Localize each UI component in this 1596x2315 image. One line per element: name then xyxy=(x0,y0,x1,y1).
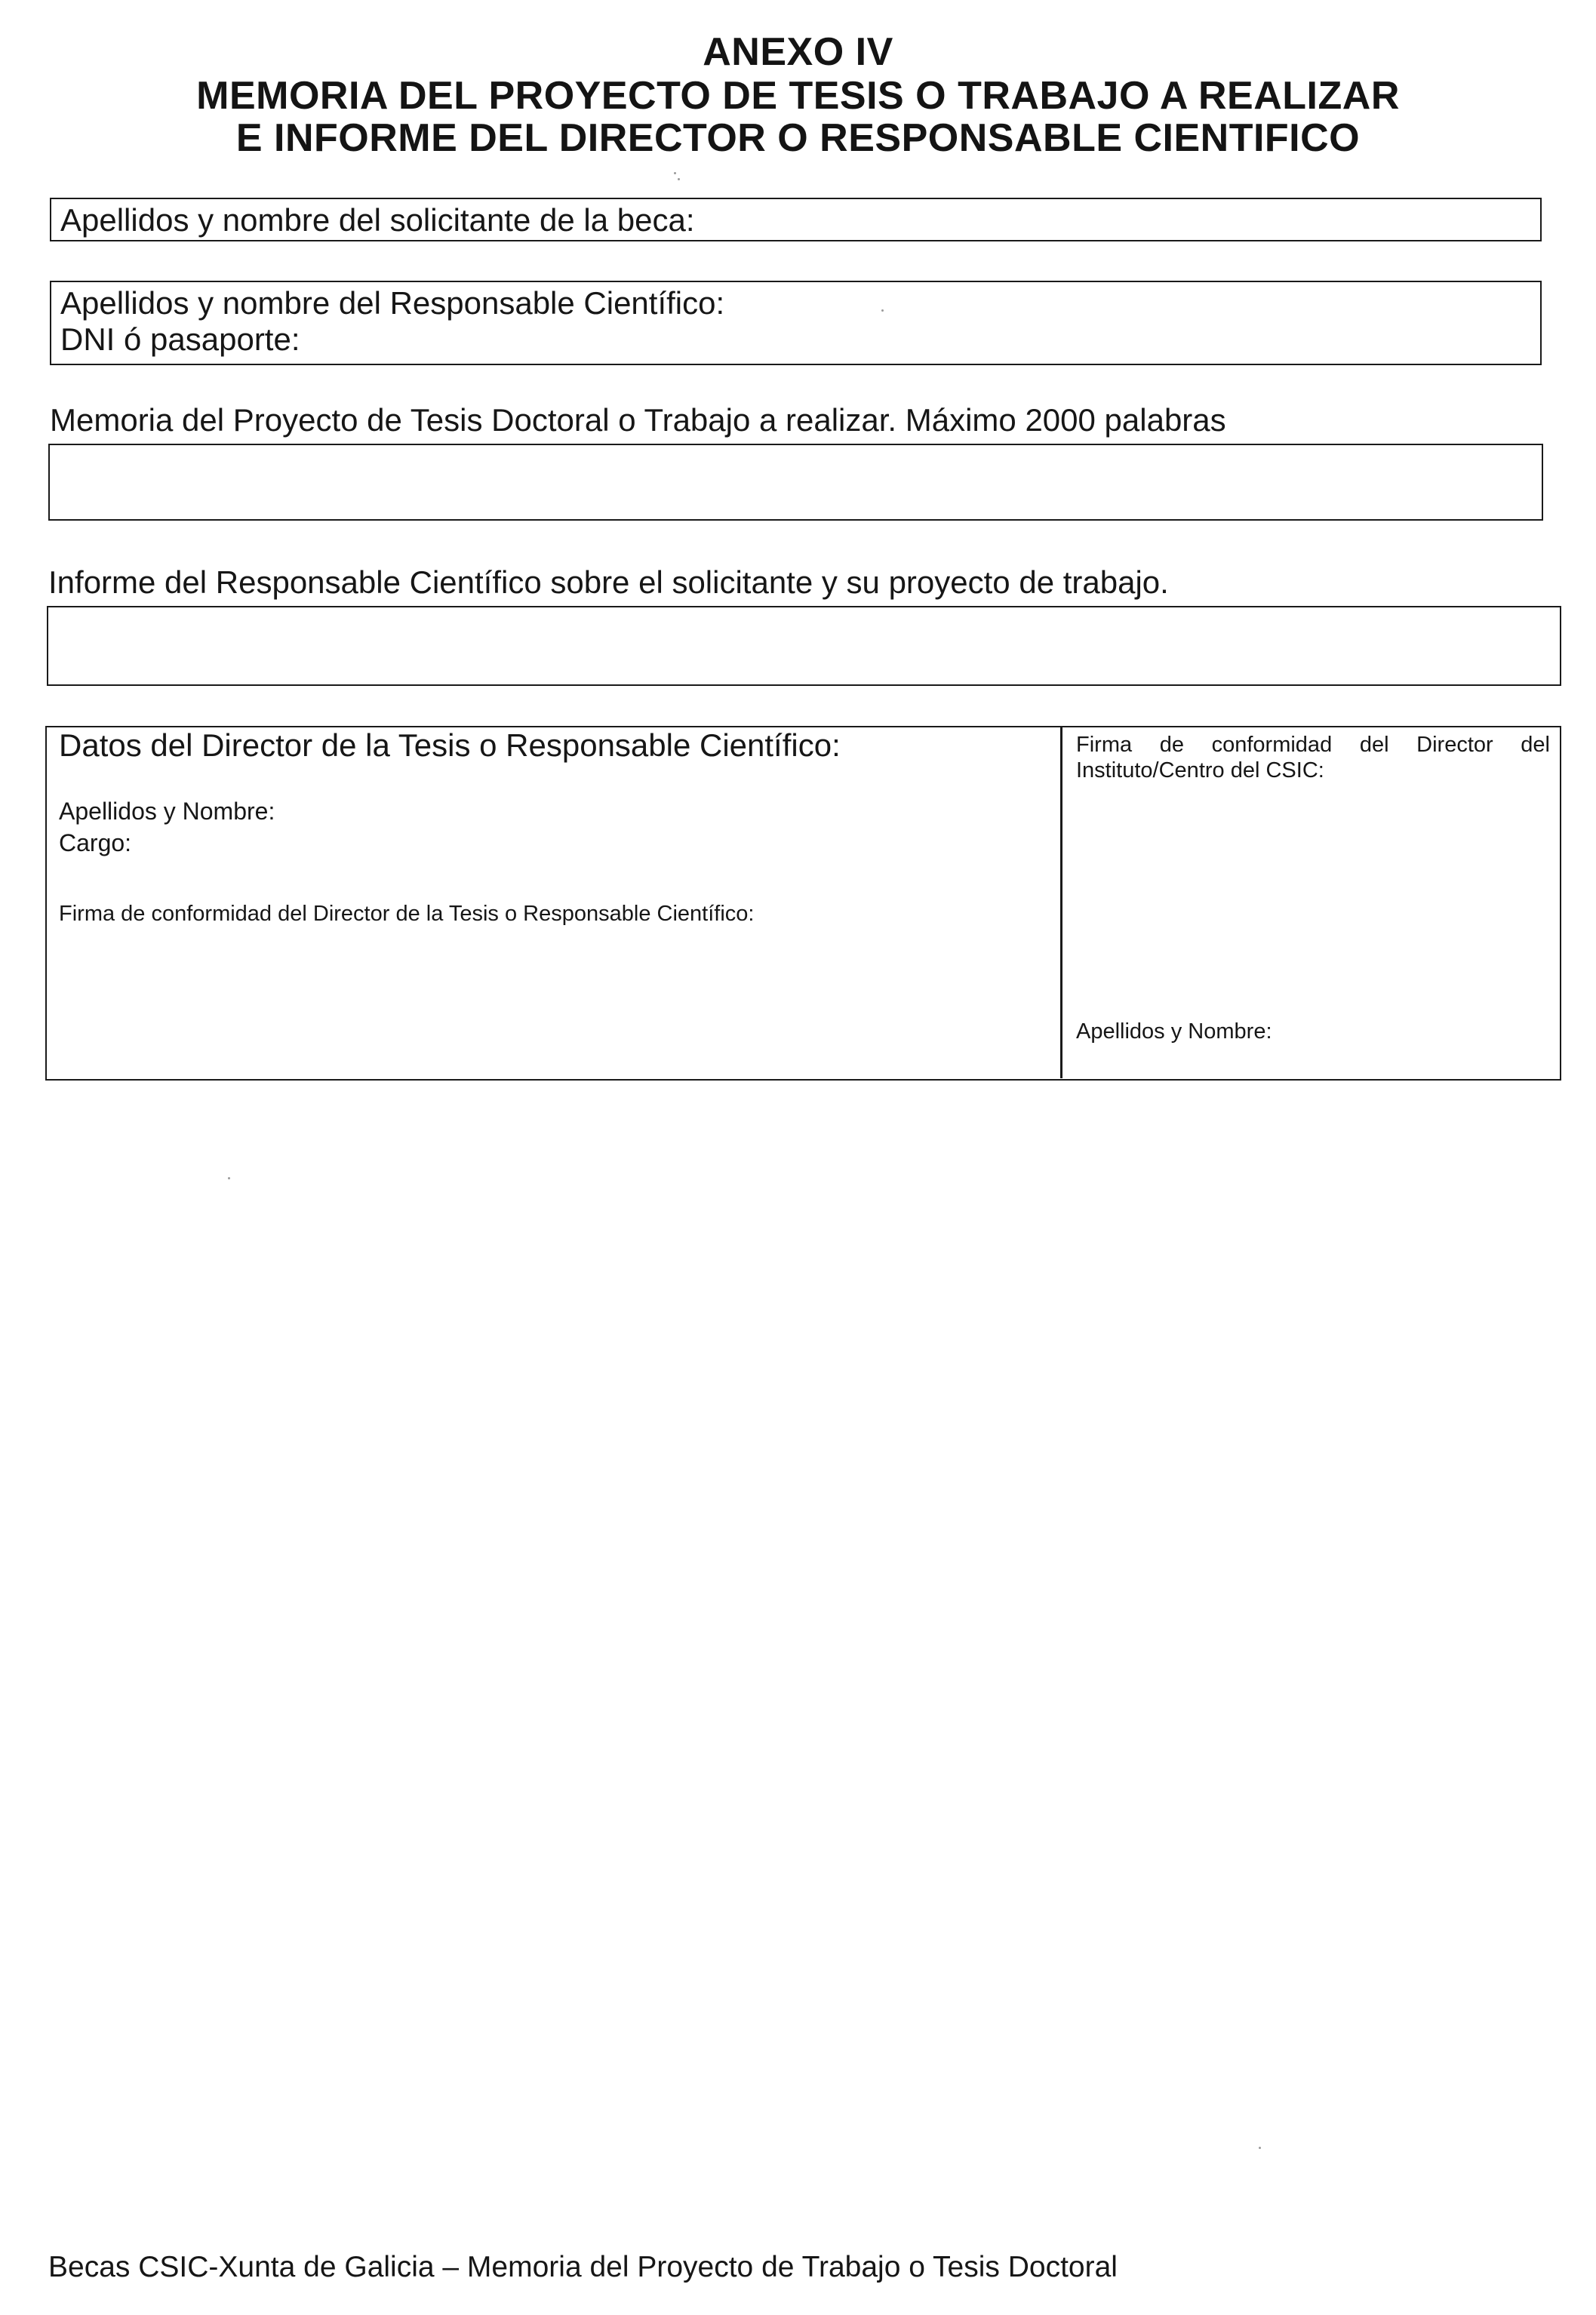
document-title-line1: MEMORIA DEL PROYECTO DE TESIS O TRABAJO A REALIZAR xyxy=(196,74,1400,118)
scan-speck xyxy=(228,1177,230,1179)
scientific-responsible-name-label: Apellidos y nombre del Responsable Científico: xyxy=(60,285,725,321)
scientific-responsible-id-label: DNI ó pasaporte: xyxy=(60,321,300,357)
director-data-heading: Datos del Director de la Tesis o Responsable Científico: xyxy=(59,727,841,763)
director-signature-label[interactable]: Firma de conformidad del Director de la Tesis o Responsable Científico: xyxy=(59,902,755,926)
institute-director-signature-label-line2[interactable]: Instituto/Centro del CSIC: xyxy=(1076,758,1324,782)
director-position-label[interactable]: Cargo: xyxy=(59,829,132,856)
annex-title: ANEXO IV xyxy=(703,30,893,74)
institute-director-signature-label-line1: Firma de conformidad del Director del xyxy=(1076,733,1550,757)
project-report-label: Memoria del Proyecto de Tesis Doctoral o Trabajo a realizar. Máximo 2000 palabras xyxy=(50,402,1226,438)
page-footer: Becas CSIC-Xunta de Galicia – Memoria del Proyecto de Trabajo o Tesis Doctoral xyxy=(48,2251,1118,2283)
scan-speck xyxy=(674,172,676,174)
document-title-line2: E INFORME DEL DIRECTOR O RESPONSABLE CIENTIFICO xyxy=(235,116,1361,160)
director-signature-table xyxy=(45,726,1561,1081)
supervisor-report-field[interactable] xyxy=(47,606,1561,686)
scientific-responsible-field[interactable] xyxy=(50,281,1542,365)
applicant-name-field[interactable] xyxy=(50,198,1542,241)
project-report-field[interactable] xyxy=(48,444,1543,521)
table-divider xyxy=(1060,727,1062,1078)
institute-director-name-label[interactable]: Apellidos y Nombre: xyxy=(1076,1019,1272,1044)
supervisor-report-label: Informe del Responsable Científico sobre el solicitante y su proyecto de trabajo. xyxy=(48,564,1169,600)
scan-speck xyxy=(1259,2147,1261,2149)
director-name-label[interactable]: Apellidos y Nombre: xyxy=(59,798,275,825)
applicant-name-label: Apellidos y nombre del solicitante de la beca: xyxy=(60,202,695,238)
scan-speck xyxy=(678,178,680,180)
